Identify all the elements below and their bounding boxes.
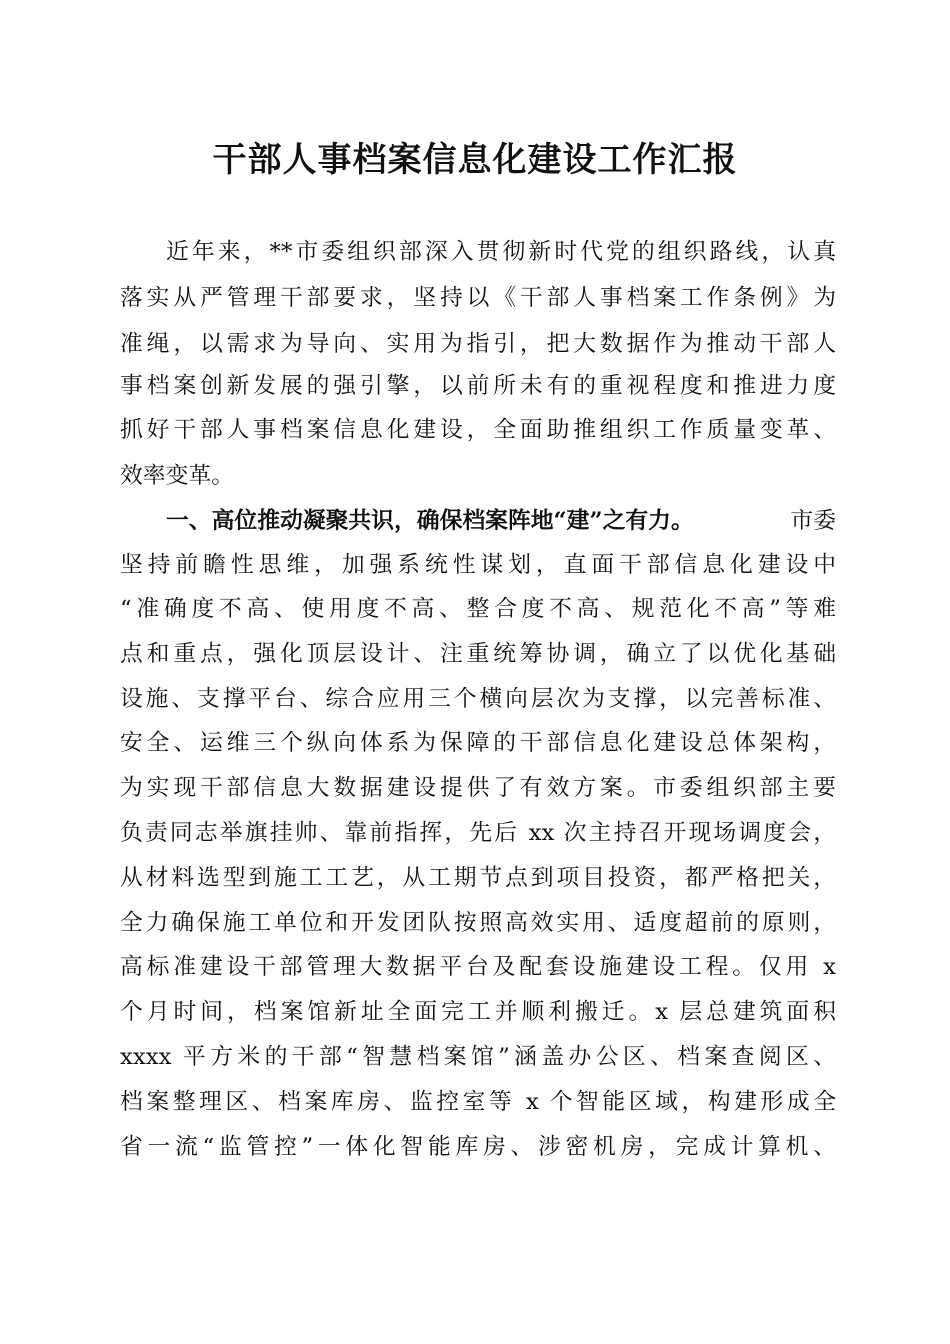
section-1-first-line bbox=[166, 506, 836, 536]
paragraph-line: xxxx 平方米的干部“智慧档案馆”涵盖办公区、档案查阅区、 bbox=[120, 1044, 836, 1070]
paragraph-line: 安全、运维三个纵向体系为保障的干部信息化建设总体架构， bbox=[120, 730, 836, 756]
paragraph-line: “准确度不高、使用度不高、整合度不高、规范化不高”等难 bbox=[120, 596, 836, 622]
paragraph-line: 效率变革。 bbox=[120, 463, 234, 489]
paragraph-line: 点和重点，强化顶层设计、注重统筹协调，确立了以优化基础 bbox=[120, 641, 836, 667]
paragraph-line: 档案整理区、档案库房、监控室等 x 个智能区域，构建形成全 bbox=[120, 1089, 836, 1115]
paragraph-line: 准绳，以需求为导向、实用为指引，把大数据作为推动干部人 bbox=[120, 331, 836, 357]
section-1-lead: 市委 bbox=[790, 508, 836, 534]
paragraph-line: 抓好干部人事档案信息化建设，全面助推组织工作质量变革、 bbox=[120, 417, 836, 443]
paragraph-line: 高标准建设干部管理大数据平台及配套设施建设工程。仅用 x bbox=[120, 954, 836, 980]
paragraph-line: 全力确保施工单位和开发团队按照高效实用、适度超前的原则， bbox=[120, 910, 836, 936]
paragraph-line: 个月时间，档案馆新址全面完工并顺利搬迁。x 层总建筑面积 bbox=[120, 999, 836, 1025]
paragraph-line: 事档案创新发展的强引擎，以前所未有的重视程度和推进力度 bbox=[120, 373, 836, 399]
paragraph-line: 落实从严管理干部要求，坚持以《干部人事档案工作条例》为 bbox=[120, 285, 836, 311]
paragraph-line: 从材料选型到施工工艺，从工期节点到项目投资，都严格把关， bbox=[120, 865, 836, 891]
section-1-heading: 一、高位推动凝聚共识，确保档案阵地“建”之有力。 bbox=[166, 508, 694, 534]
paragraph-line: 近年来，**市委组织部深入贯彻新时代党的组织路线，认真 bbox=[166, 239, 836, 265]
paragraph-line: 设施、支撑平台、综合应用三个横向层次为支撑，以完善标准、 bbox=[120, 686, 836, 712]
paragraph-line: 省一流“监管控”一体化智能库房、涉密机房，完成计算机、 bbox=[120, 1134, 836, 1160]
paragraph-line: 为实现干部信息大数据建设提供了有效方案。市委组织部主要 bbox=[120, 775, 836, 801]
paragraph-line: 负责同志举旗挂帅、靠前指挥，先后 xx 次主持召开现场调度会， bbox=[120, 820, 836, 846]
paragraph-line: 坚持前瞻性思维，加强系统性谋划，直面干部信息化建设中 bbox=[120, 552, 836, 578]
document-title: 干部人事档案信息化建设工作汇报 bbox=[212, 140, 738, 180]
